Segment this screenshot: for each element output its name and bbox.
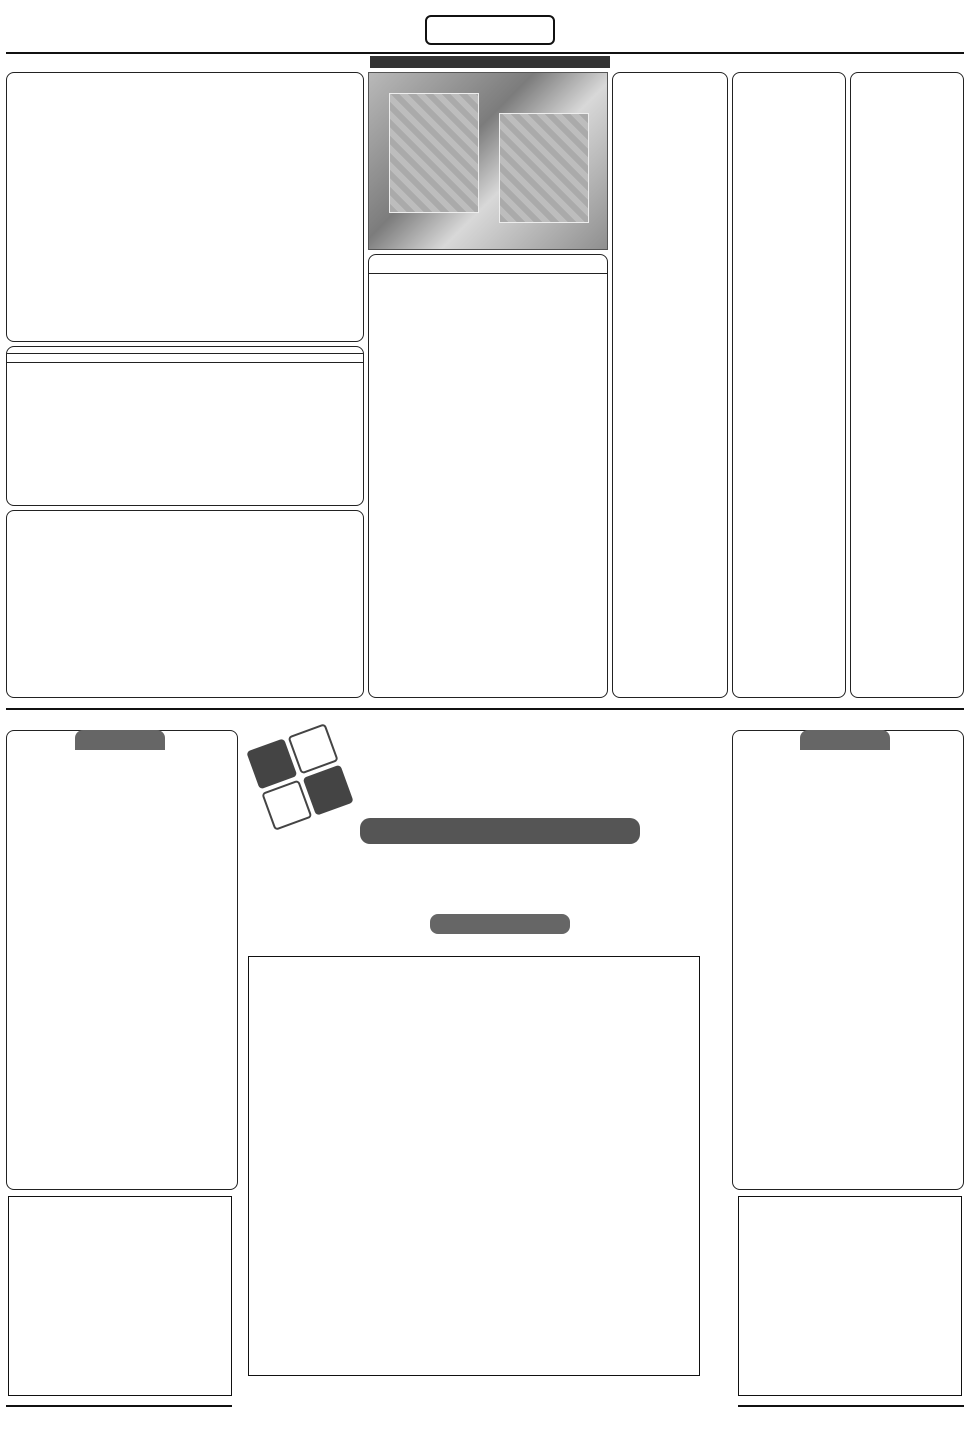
article-body — [7, 85, 363, 91]
tab-normal[interactable] — [800, 730, 890, 750]
article-body — [613, 101, 727, 107]
headline — [7, 77, 363, 85]
crossword-title — [360, 818, 640, 844]
crossword-grid[interactable] — [248, 956, 700, 1376]
headline — [369, 255, 607, 274]
tab-special[interactable] — [75, 730, 165, 750]
crossword-number — [430, 914, 570, 934]
headline — [613, 77, 727, 101]
across-title — [733, 753, 963, 757]
article-afghan-migration — [6, 72, 364, 342]
article-fuel-smuggling — [850, 72, 964, 698]
logo-letter — [303, 765, 354, 816]
across-title — [7, 753, 237, 757]
row-numbers — [700, 956, 730, 1376]
photo-detail — [499, 113, 589, 223]
down-title — [7, 763, 237, 767]
crossword-logo — [246, 723, 354, 831]
headline — [733, 77, 845, 97]
article-body — [7, 363, 363, 369]
header-subbar — [370, 56, 610, 68]
crossword-separator — [6, 708, 964, 710]
footer-solution-special — [6, 1405, 232, 1425]
article-alamolhoda — [6, 510, 364, 698]
article-body — [7, 523, 363, 529]
crossword-normal-clues — [732, 730, 964, 1190]
solution-grid-normal — [738, 1196, 962, 1396]
photo-detail — [389, 93, 479, 213]
section-title — [425, 15, 555, 45]
article-bitcoin — [6, 346, 364, 506]
article-tanabande — [732, 72, 846, 698]
newspaper-logo — [6, 6, 116, 46]
header-rule — [6, 52, 964, 54]
headline — [7, 515, 363, 523]
solution-grid-special — [8, 1196, 232, 1396]
page-number — [920, 10, 964, 48]
newspapers-photo — [368, 72, 608, 250]
headline — [851, 73, 963, 85]
article-jalili — [612, 72, 728, 698]
down-title — [733, 763, 963, 767]
article-body — [733, 97, 845, 103]
footer-solution-normal — [738, 1405, 964, 1425]
logo-letter — [261, 780, 312, 831]
article-body — [851, 85, 963, 91]
article-whatsapp — [368, 254, 608, 698]
crossword-special-clues — [6, 730, 238, 1190]
headline — [7, 353, 363, 363]
article-body — [369, 274, 607, 280]
